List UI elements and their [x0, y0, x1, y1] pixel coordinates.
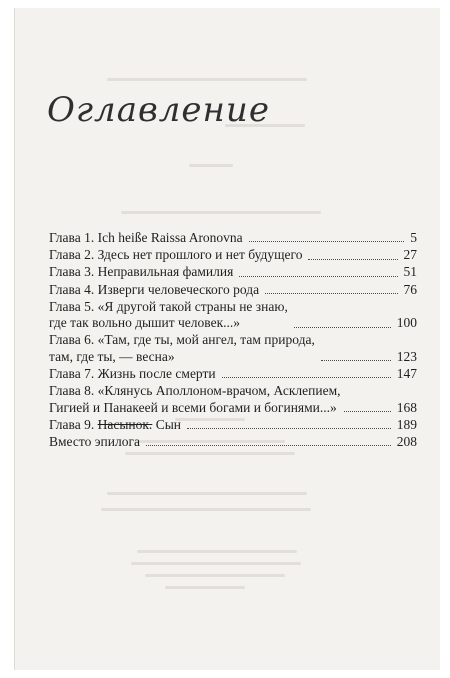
toc-entry [49, 230, 417, 246]
toc-leader-dots [321, 360, 391, 361]
show-through-line [101, 508, 311, 511]
toc-entry [49, 282, 417, 298]
toc-leader-dots [308, 259, 397, 260]
toc-page-number: 168 [396, 399, 417, 415]
toc-entry [49, 264, 417, 280]
toc-leader-dots [265, 293, 397, 294]
show-through-line [189, 164, 233, 167]
toc-chapter-title: Здесь нет прошлого и нет будущего [97, 247, 303, 263]
toc-chapter-title: Жизнь после смерти [97, 366, 216, 382]
toc-entry [49, 247, 417, 263]
toc-page-number: 27 [403, 247, 417, 263]
toc-entry [49, 299, 417, 332]
toc-entry-text [49, 434, 140, 450]
toc-entry-text [49, 230, 243, 246]
toc-entry-text [49, 417, 181, 433]
toc-chapter-label: Глава 5. [49, 298, 95, 314]
show-through-line [107, 78, 307, 81]
toc-entry [49, 383, 417, 416]
toc-page-number: 147 [396, 366, 417, 382]
toc-page-number: 51 [403, 264, 417, 280]
toc-entry [49, 366, 417, 382]
toc-page-number: 100 [396, 315, 417, 331]
toc-leader-dots [344, 411, 391, 412]
toc-chapter-title-continued: там, где ты, — весна» [49, 348, 175, 364]
toc-leader-dots [249, 241, 405, 242]
toc-chapter-label: Глава 6. [49, 332, 95, 348]
toc-chapter-label: Глава 8. [49, 383, 95, 399]
toc-entry [49, 417, 417, 433]
page-title: Оглавление [47, 90, 270, 130]
toc-chapter-title: «Я другой такой страны не знаю, [97, 298, 288, 314]
toc-chapter-title: Сын [155, 416, 181, 432]
toc-chapter-title: Вместо эпилога [49, 434, 140, 450]
toc-page-number: 208 [396, 434, 417, 450]
toc-leader-dots [294, 327, 391, 328]
book-page [14, 8, 440, 670]
toc-entry-text [49, 299, 288, 332]
toc-entry-text [49, 332, 315, 365]
toc-entry-text [49, 247, 302, 263]
toc-chapter-title-continued: Гигией и Панакеей и всеми богами и богинями...» [49, 399, 337, 415]
show-through-line [107, 492, 307, 495]
toc-entry-text [49, 366, 216, 382]
toc-chapter-title: Неправильная фамилия [97, 264, 234, 280]
show-through-line [145, 574, 285, 577]
toc-chapter-label: Глава 1. [49, 230, 95, 245]
show-through-line [131, 562, 301, 565]
toc-chapter-label: Глава 9. [49, 416, 95, 432]
show-through-line [121, 211, 321, 214]
toc-chapter-label: Глава 4. [49, 281, 95, 297]
toc-page-number: 189 [396, 416, 417, 432]
toc-entry-text [49, 264, 233, 280]
toc-chapter-label: Глава 7. [49, 366, 95, 382]
toc-chapter-title: Ich heiße Raissa Aronovna [97, 230, 243, 245]
table-of-contents [49, 230, 417, 451]
toc-chapter-title: Изверги человеческого рода [97, 281, 260, 297]
toc-page-number: 123 [396, 348, 417, 364]
toc-chapter-label: Глава 3. [49, 264, 95, 280]
show-through-line [165, 586, 245, 589]
toc-chapter-title: «Там, где ты, мой ангел, там природа, [97, 332, 315, 348]
toc-page-number: 76 [403, 281, 417, 297]
toc-leader-dots [222, 377, 391, 378]
show-through-line [137, 550, 297, 553]
show-through-line [125, 452, 295, 455]
toc-chapter-label: Глава 2. [49, 247, 95, 263]
toc-entry-text [49, 383, 341, 416]
toc-entry [49, 434, 417, 450]
toc-leader-dots [146, 445, 391, 446]
toc-chapter-title-continued: где так вольно дышит человек...» [49, 315, 241, 331]
toc-chapter-title: «Клянусь Аполлоном-врачом, Асклепием, [97, 383, 341, 399]
toc-struck-word: Насынок. [97, 416, 153, 432]
toc-entry-text [49, 282, 259, 298]
toc-leader-dots [187, 428, 391, 429]
toc-leader-dots [239, 276, 397, 277]
toc-entry [49, 332, 417, 365]
toc-page-number: 5 [410, 230, 417, 245]
